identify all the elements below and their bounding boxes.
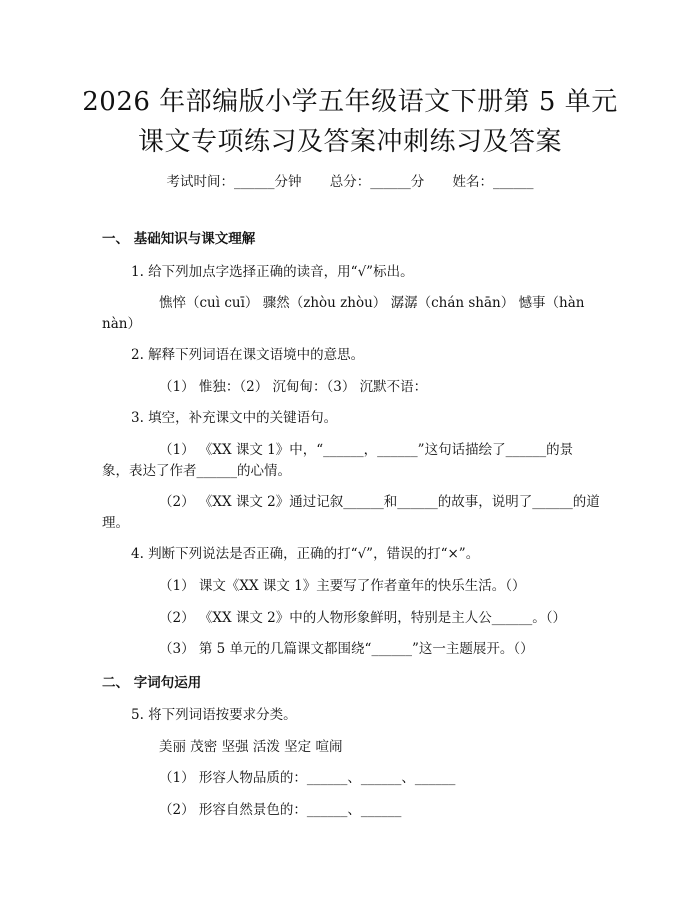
section-1-heading: 一、 基础知识与课文理解	[102, 231, 256, 247]
question-4-item-2: （2） 《XX 课文 2》中的人物形象鲜明，特别是主人公______。（）	[159, 610, 567, 626]
question-5-item-2: （2） 形容自然景色的：______、______	[159, 802, 402, 818]
document-title-line-1: 2026 年部编版小学五年级语文下册第 5 单元	[82, 87, 618, 117]
question-3-item-1-line-2: 象，表达了作者______的心情。	[102, 463, 291, 479]
document-title-line-2: 课文专项练习及答案冲刺练习及答案	[137, 127, 562, 157]
question-5-word-list: 美丽 茂密 坚强 活泼 坚定 喧闹	[159, 739, 343, 755]
student-name-field: 姓名：______	[452, 174, 534, 190]
question-5-item-1: （1） 形容人物品质的：______、______、______	[159, 770, 456, 786]
question-3-item-2-line-2: 理。	[102, 515, 129, 531]
question-1-options-line-1: 憔悴（cuì cuī） 骤然（zhòu zhòu） 潺潺（chán shān） 憾事（hàn	[159, 295, 585, 311]
question-3-item-1-line-1: （1） 《XX 课文 1》中，“______，______”这句话描绘了______的景	[159, 442, 574, 458]
total-score-field: 总分：______分	[329, 174, 425, 190]
exam-time-field: 考试时间：______分钟	[166, 174, 302, 190]
question-2-items: （1） 惟独：（2） 沉甸甸：（3） 沉默不语：	[159, 379, 428, 395]
question-3-stem: 3. 填空，补充课文中的关键语句。	[131, 410, 338, 426]
section-2-heading: 二、 字词句运用	[102, 675, 202, 691]
question-1-stem: 1. 给下列加点字选择正确的读音，用“√”标出。	[131, 264, 414, 280]
exam-meta	[0, 170, 700, 190]
question-2-stem: 2. 解释下列词语在课文语境中的意思。	[131, 347, 365, 363]
question-1-options-line-2: nàn）	[102, 316, 141, 332]
question-4-item-1: （1） 课文《XX 课文 1》主要写了作者童年的快乐生活。（）	[159, 578, 526, 594]
question-4-item-3: （3） 第 5 单元的几篇课文都围绕“______”这一主题展开。（）	[159, 641, 534, 657]
question-5-stem: 5. 将下列词语按要求分类。	[131, 707, 297, 723]
question-4-stem: 4. 判断下列说法是否正确，正确的打“√”，错误的打“×”。	[131, 546, 480, 562]
question-3-item-2-line-1: （2） 《XX 课文 2》通过记叙______和______的故事，说明了______的道	[159, 494, 600, 510]
